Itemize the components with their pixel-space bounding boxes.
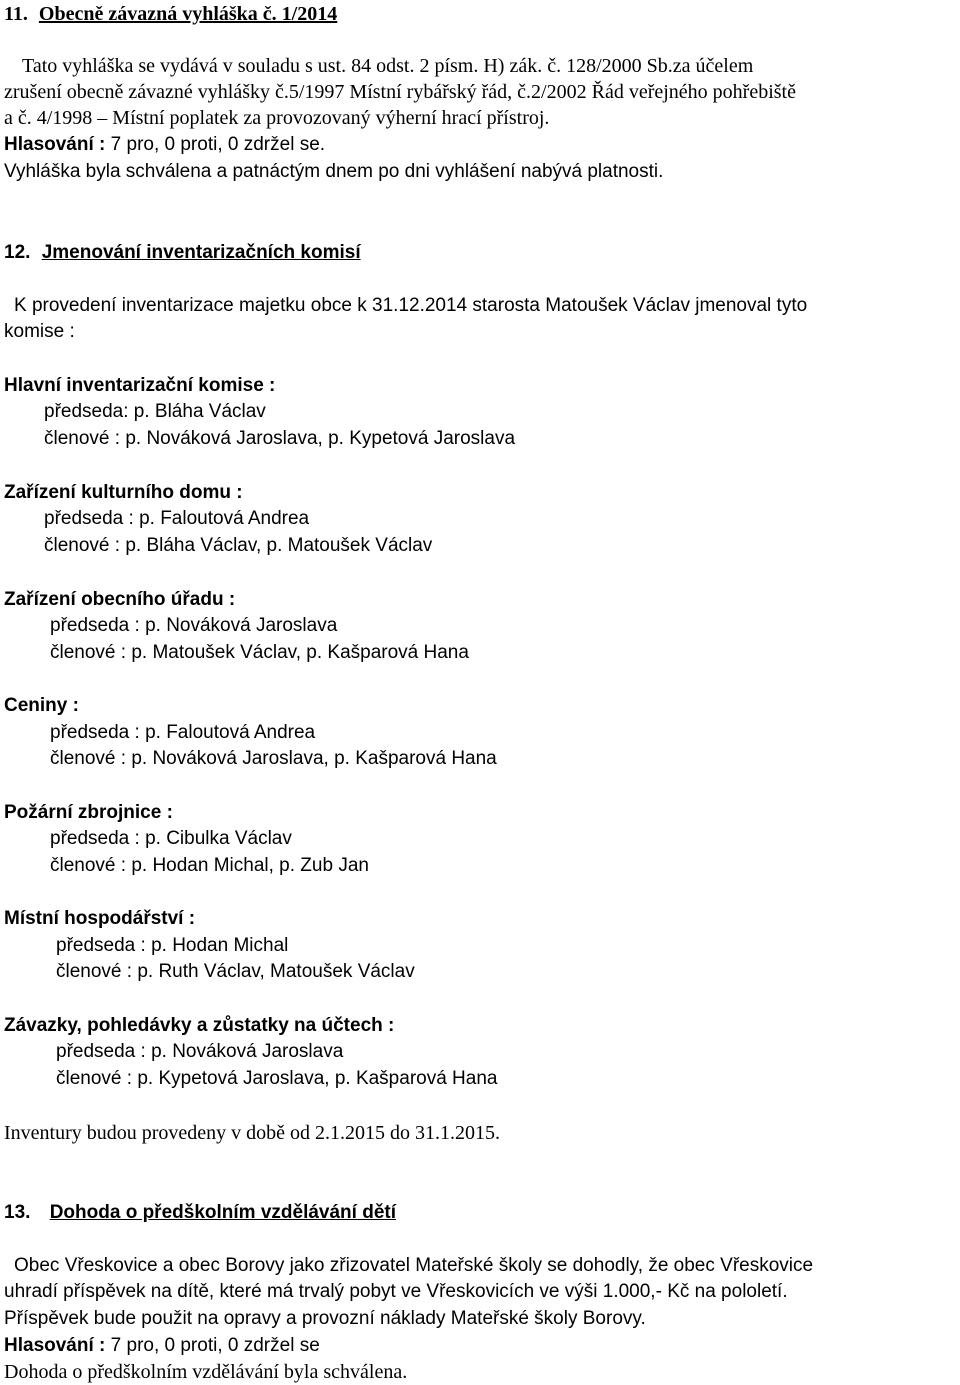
committee-name: Hlavní inventarizační komise : [4,375,276,396]
committee-members: členové : p. Bláha Václav, p. Matoušek Václav [44,535,433,556]
section-11-vote-text: 7 pro, 0 proti, 0 zdržel se. [110,134,326,155]
section-13-title: Dohoda o předškolním vzdělávání dětí [49,1202,396,1223]
section-11-paragraph-line-3: a č. 4/1998 – Místní poplatek za provozovaný výherní hrací přístroj. [4,107,550,129]
committee-name: Ceniny : [4,695,79,716]
section-11-number: 11. [4,3,28,25]
committee-chair: předseda : p. Hodan Michal [56,935,289,956]
section-13-heading [4,1201,396,1225]
section-11-paragraph-line-1: Tato vyhláška se vydává v souladu s ust. 84 odst. 2 písm. H) zák. č. 128/2000 Sb.za účelem [22,55,754,77]
committee-chair: předseda : p. Nováková Jaroslava [50,615,338,636]
section-13-paragraph-line-2: uhradí příspěvek na dítě, které má trvalý pobyt ve Vřeskovicích ve výši 1.000,- Kč na pololetí. [4,1281,788,1302]
section-11-heading [4,2,337,26]
section-12-closing: Inventury budou provedeny v době od 2.1.2015 do 31.1.2015. [4,1122,501,1144]
section-11-paragraph-line-2: zrušení obecně závazné vyhlášky č.5/1997 Místní rybářský řád, č.2/2002 Řád veřejného pohřebiště [4,81,796,103]
committee-chair: předseda : p. Nováková Jaroslava [56,1041,344,1062]
section-13-vote-text: 7 pro, 0 proti, 0 zdržel se [110,1335,320,1356]
committee-chair: předseda : p. Faloutová Andrea [44,508,310,529]
committee-chair: předseda: p. Bláha Václav [44,401,266,422]
committee-name: Závazky, pohledávky a zůstatky na účtech : [4,1015,395,1036]
section-12-title: Jmenování inventarizačních komisí [41,242,361,263]
committee-name: Zařízení obecního úřadu : [4,589,236,610]
section-11-vote-label: Hlasování : [4,134,106,155]
committee-chair: předseda : p. Faloutová Andrea [50,722,316,743]
committee-members: členové : p. Hodan Michal, p. Zub Jan [50,855,369,876]
committee-chair: předseda : p. Cibulka Václav [50,828,292,849]
section-13-closing: Dohoda o předškolním vzdělávání byla schválena. [4,1361,408,1383]
committee-members: členové : p. Nováková Jaroslava, p. Kypetová Jaroslava [44,428,516,449]
section-12-heading [4,241,361,265]
committee-name: Místní hospodářství : [4,908,196,929]
committee-members: členové : p. Ruth Václav, Matoušek Václav [56,961,415,982]
committee-members: členové : p. Nováková Jaroslava, p. Kašparová Hana [50,748,497,769]
section-12-number: 12. [4,242,31,263]
section-13-vote [4,1334,320,1358]
committee-members: členové : p. Kypetová Jaroslava, p. Kašparová Hana [56,1068,498,1089]
section-11-closing: Vyhláška byla schválena a patnáctým dnem po dni vyhlášení nabývá platnosti. [4,161,664,182]
committee-name: Požární zbrojnice : [4,802,173,823]
committee-members: členové : p. Matoušek Václav, p. Kašparová Hana [50,642,469,663]
section-11-vote [4,133,325,157]
committee-name: Zařízení kulturního domu : [4,482,243,503]
section-12-paragraph-line-2: komise : [4,321,75,342]
section-13-paragraph-line-1: Obec Vřeskovice a obec Borovy jako zřizovatel Mateřské školy se dohodly, že obec Vřeskovice [14,1255,814,1276]
section-11-title: Obecně závazná vyhláška č. 1/2014 [38,3,338,25]
section-12-paragraph-line-1: K provedení inventarizace majetku obce k 31.12.2014 starosta Matoušek Václav jmenoval tyto [14,295,808,316]
section-13-paragraph-line-3: Příspěvek bude použit na opravy a provozní náklady Mateřské školy Borovy. [4,1308,646,1329]
section-13-number: 13. [4,1202,31,1223]
section-13-vote-label: Hlasování : [4,1335,106,1356]
